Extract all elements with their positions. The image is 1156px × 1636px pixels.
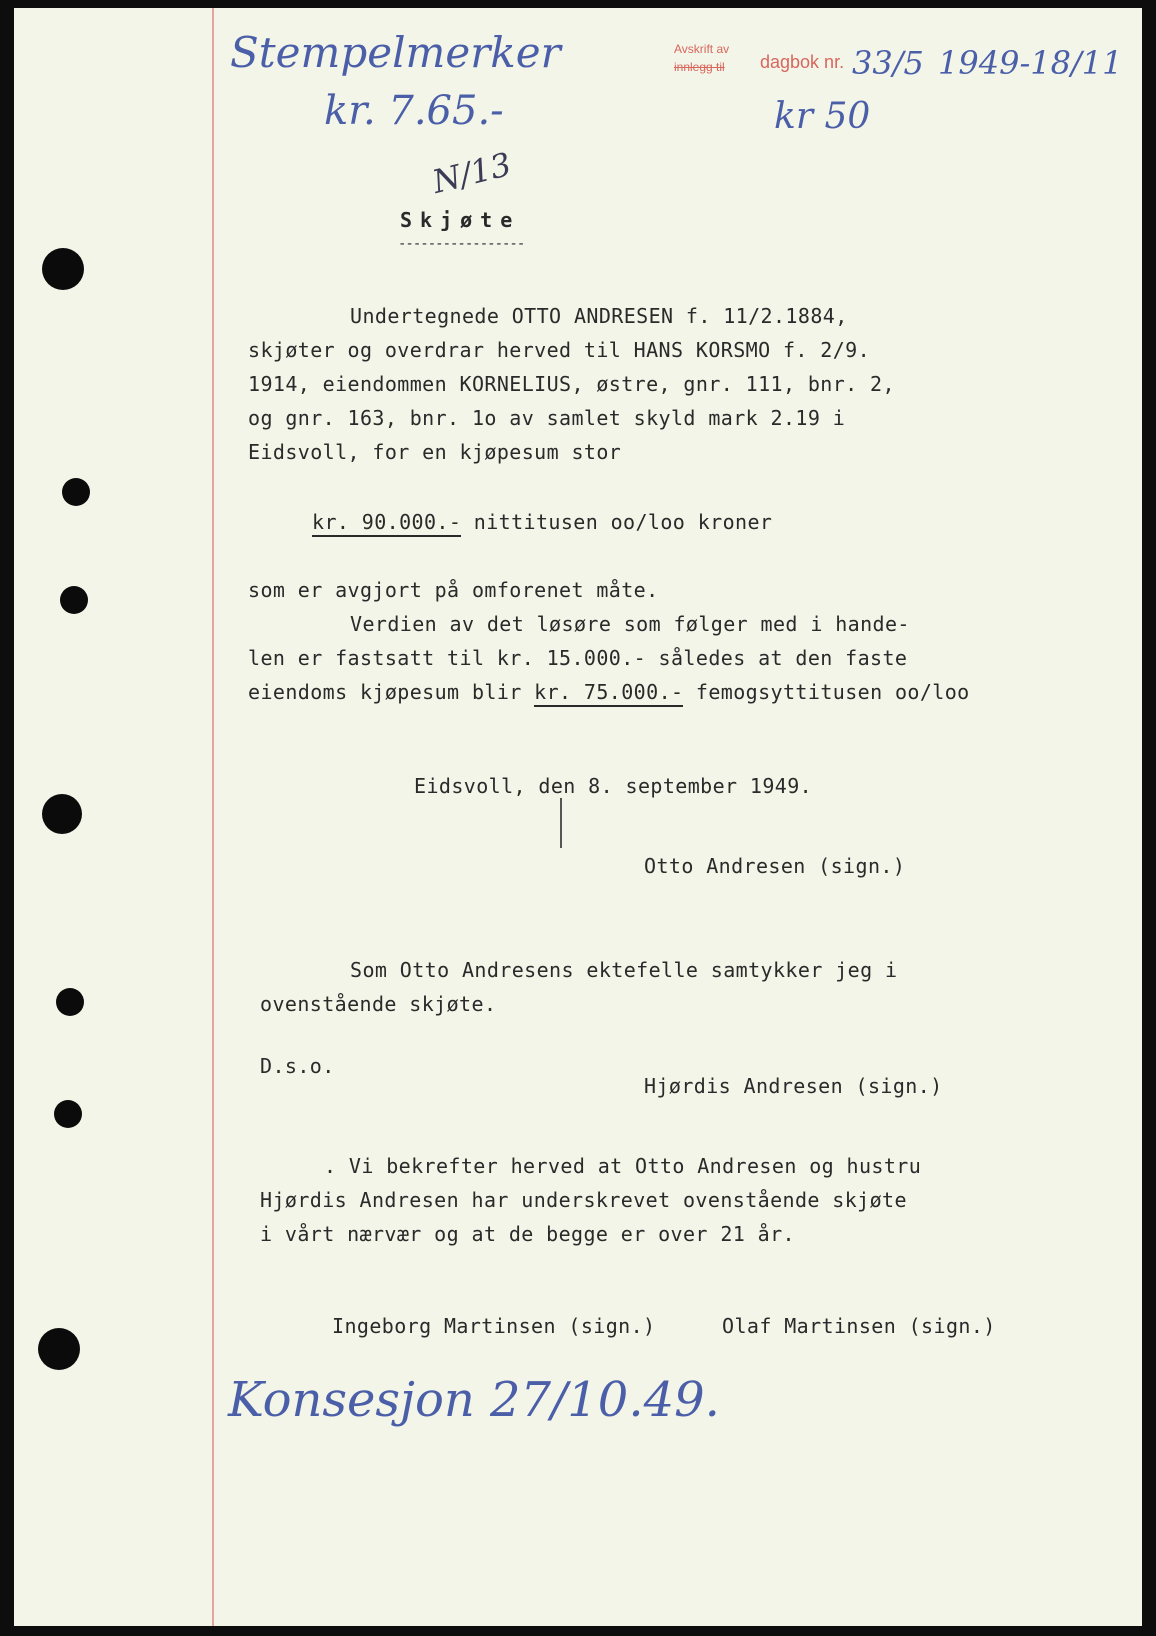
purchase-amount: kr. 90.000.- — [312, 510, 461, 537]
paragraph1-line1: Undertegnede OTTO ANDRESEN f. 11/2.1884, — [350, 304, 848, 328]
punch-hole — [60, 586, 88, 614]
handwritten-stamp-note: Stempelmerker — [230, 28, 561, 77]
stamp-avskrift-label: Avskrift av — [674, 42, 730, 56]
punch-hole — [56, 988, 84, 1016]
spouse-signature: Hjørdis Andresen (sign.) — [644, 1074, 943, 1098]
consent-line1: Som Otto Andresens ektefelle samtykker jeg i — [350, 958, 898, 982]
document-page — [14, 8, 1142, 1626]
document-title: Skjøte — [400, 208, 521, 232]
real-estate-amount: kr. 75.000.- — [534, 680, 683, 707]
handwritten-mark: N/13 — [428, 144, 515, 202]
punch-hole — [42, 794, 82, 834]
punch-hole — [42, 248, 84, 290]
punch-hole — [54, 1100, 82, 1128]
paragraph2-line1: som er avgjort på omforenet måte. — [248, 578, 659, 602]
handwritten-date: 1949-18/11 — [938, 44, 1123, 82]
title-underline: ----------------- — [398, 236, 525, 252]
paragraph2-line4-post: femogsyttitusen oo/loo — [695, 680, 970, 704]
stamp-dagbok-label: dagbok nr. — [760, 52, 845, 72]
pen-mark — [560, 798, 562, 848]
paragraph2-line4-pre: eiendoms kjøpesum blir — [248, 680, 522, 704]
paragraph2-line3: len er fastsatt til kr. 15.000.- således at den faste — [248, 646, 908, 670]
stamp-innlegg-label: innlegg til — [674, 60, 725, 74]
amount-line — [312, 510, 772, 534]
consent-line2: ovenstående skjøte. — [260, 992, 497, 1016]
handwritten-fee: kr 50 — [774, 96, 871, 137]
paragraph2-line2: Verdien av det løsøre som følger med i hande- — [350, 612, 910, 636]
paragraph1-line2: skjøter og overdrar herved til HANS KORSMO f. 2/9. — [248, 338, 871, 362]
paragraph1-line3: 1914, eiendommen KORNELIUS, østre, gnr. 111, bnr. 2, — [248, 372, 895, 396]
punch-hole — [62, 478, 90, 506]
witness-line1: . Vi bekrefter herved at Otto Andresen og hustru — [324, 1154, 922, 1178]
witness1-signature: Ingeborg Martinsen (sign.) — [332, 1314, 656, 1338]
paragraph1-line4: og gnr. 163, bnr. 1o av samlet skyld mark 2.19 i — [248, 406, 846, 430]
purchase-amount-words: nittitusen oo/loo kroner — [473, 510, 773, 534]
dso-line: D.s.o. — [260, 1054, 335, 1078]
margin-line — [212, 8, 214, 1626]
paragraph2-line4 — [248, 680, 970, 704]
seller-signature: Otto Andresen (sign.) — [644, 854, 906, 878]
place-date: Eidsvoll, den 8. september 1949. — [414, 774, 813, 798]
handwritten-dagbok-number: 33/5 — [852, 44, 924, 82]
witness2-signature: Olaf Martinsen (sign.) — [722, 1314, 996, 1338]
witness-line3: i vårt nærvær og at de begge er over 21 år. — [260, 1222, 795, 1246]
handwritten-stamp-number: kr. 7.65.- — [324, 88, 504, 134]
witness-line2: Hjørdis Andresen har underskrevet ovenstående skjøte — [260, 1188, 907, 1212]
handwritten-konsesjon: Konsesjon 27/10.49. — [228, 1372, 720, 1428]
punch-hole — [38, 1328, 80, 1370]
paragraph1-line5: Eidsvoll, for en kjøpesum stor — [248, 440, 622, 464]
